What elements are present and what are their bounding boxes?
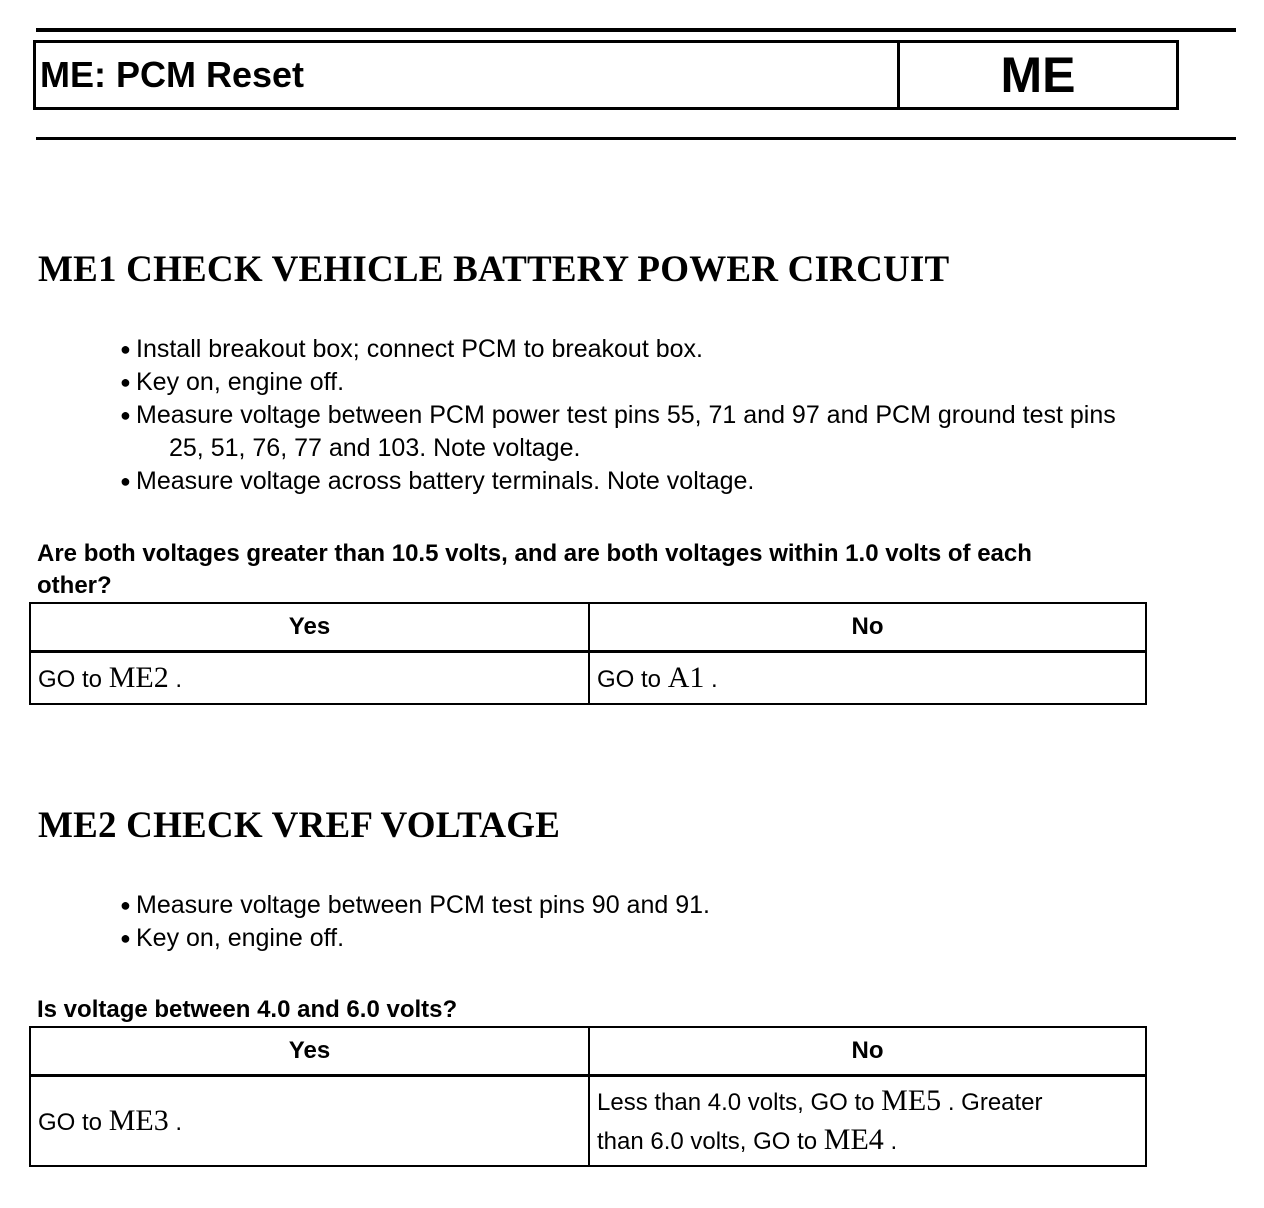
answer-table-me2 <box>29 1026 1147 1167</box>
bullet-icon: ● <box>120 471 131 491</box>
no-cell: Less than 4.0 volts, GO to ME5 . Greater than 6.0 volts, GO to ME4 . <box>589 1075 1146 1166</box>
bullet-icon: ● <box>120 895 131 915</box>
no-header: No <box>589 1027 1146 1075</box>
bullet-icon: ● <box>120 405 131 425</box>
bullet-icon: ● <box>120 928 131 948</box>
section-code: ME <box>1000 47 1076 103</box>
header-box <box>33 40 1179 110</box>
go-to-me2-link[interactable]: ME2 <box>108 660 169 694</box>
step-title-me2: ME2 CHECK VREF VOLTAGE <box>38 805 561 846</box>
question-me1: Are both voltages greater than 10.5 volts, and are both voltages within 1.0 volts of each other? <box>37 540 1032 599</box>
go-to-a1-link[interactable]: A1 <box>667 660 705 694</box>
list-item: ● Key on, engine off. <box>118 366 1116 399</box>
list-item: ● Key on, engine off. <box>118 922 710 955</box>
page-title: ME: PCM Reset <box>36 43 900 107</box>
go-to-me3-link[interactable]: ME3 <box>108 1103 169 1137</box>
no-cell: GO to A1 . <box>589 651 1146 704</box>
yes-header: Yes <box>30 603 589 651</box>
question-me2: Is voltage between 4.0 and 6.0 volts? <box>37 996 458 1023</box>
table-row <box>30 603 1146 651</box>
list-item: ● Measure voltage between PCM power test pins 55, 71 and 97 and PCM ground test pins 25, 51, 76, 77 and 103. Note voltage. <box>120 401 1116 462</box>
yes-header: Yes <box>30 1027 589 1075</box>
header-bottom-rule <box>36 137 1236 140</box>
table-row <box>30 1075 1146 1166</box>
step-list-me2 <box>118 889 710 955</box>
yes-cell: GO to ME3 . <box>30 1075 589 1166</box>
bullet-icon: ● <box>120 339 131 359</box>
list-item: ● Measure voltage across battery terminals. Note voltage. <box>118 465 1116 498</box>
table-row <box>30 651 1146 704</box>
step-title-me1: ME1 CHECK VEHICLE BATTERY POWER CIRCUIT <box>38 249 950 290</box>
list-item: ● Install breakout box; connect PCM to breakout box. <box>118 333 1116 366</box>
table-row <box>30 1027 1146 1075</box>
top-rule <box>36 28 1236 32</box>
step-list-me1 <box>118 333 1116 498</box>
go-to-me4-link[interactable]: ME4 <box>823 1122 884 1156</box>
bullet-icon: ● <box>120 372 131 392</box>
answer-table-me1 <box>29 602 1147 705</box>
yes-cell: GO to ME2 . <box>30 651 589 704</box>
no-header: No <box>589 603 1146 651</box>
go-to-me5-link[interactable]: ME5 <box>881 1083 942 1117</box>
list-item: ● Measure voltage between PCM test pins 90 and 91. <box>118 889 710 922</box>
